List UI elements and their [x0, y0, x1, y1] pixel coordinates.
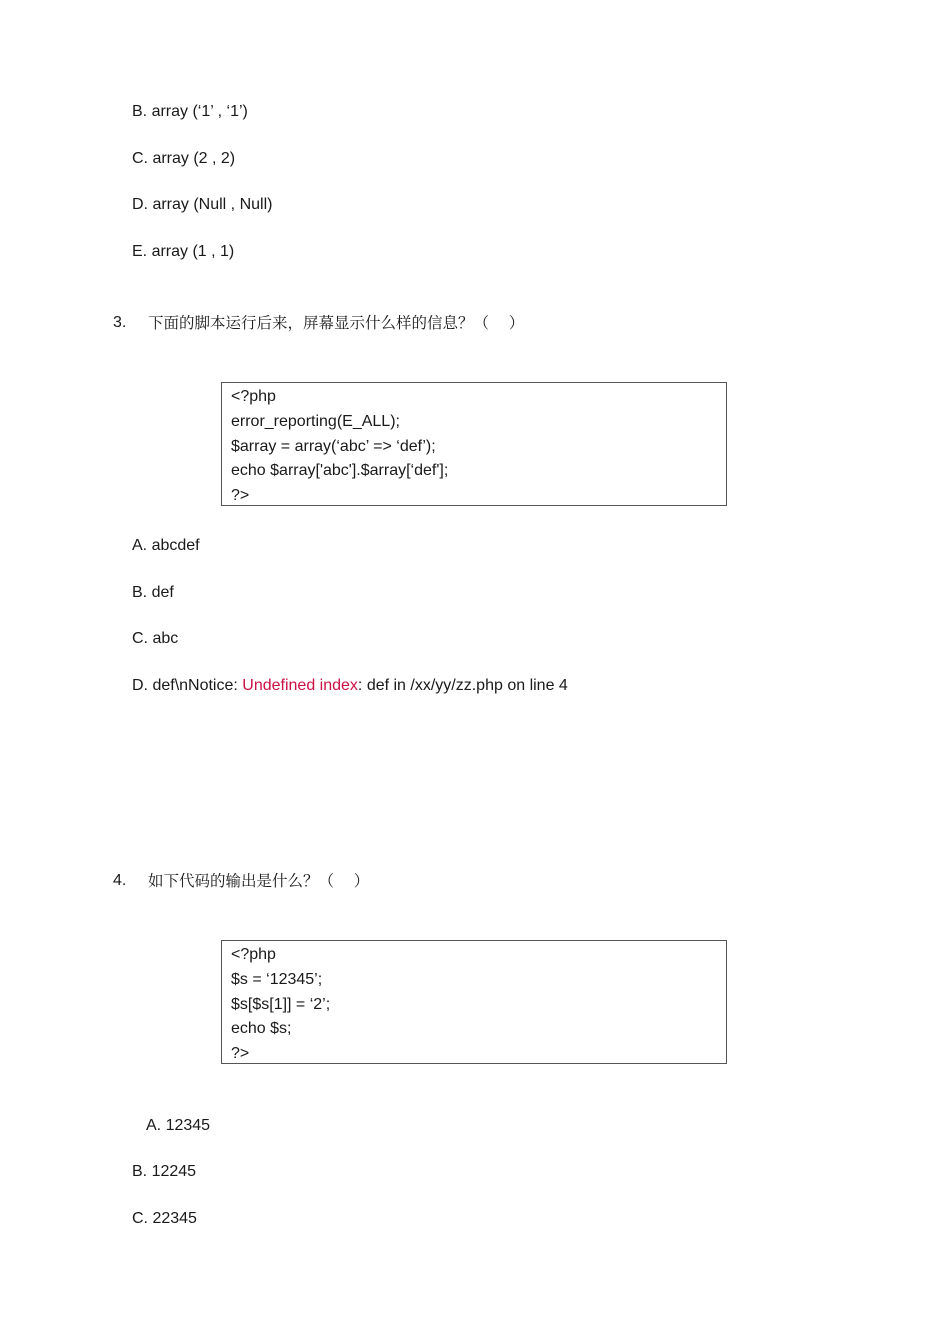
q3-question-text: 下面的脚本运行后来，屏幕显示什么样的信息？（ ）: [148, 314, 525, 332]
q4-question-text: 如下代码的输出是什么？（ ）: [148, 872, 370, 890]
q2-option-d: D. array (Null , Null): [132, 196, 273, 213]
q2-option-e: E. array (1 , 1): [132, 243, 235, 260]
q4-option-b: B. 12245: [132, 1163, 197, 1180]
q3-code-line: ?>: [231, 487, 250, 505]
q3-code-line: $array = array(‘abc’ => ‘def’);: [231, 437, 436, 455]
q3-option-a: A. abcdef: [132, 537, 200, 554]
q2-option-c: C. array (2 , 2): [132, 150, 236, 167]
q3-option-d-suffix: : def in /xx/yy/zz.php on line 4: [357, 677, 568, 694]
q3-number: 3.: [113, 314, 127, 331]
q3-option-d-error-highlight: Undefined index: [242, 677, 358, 694]
q4-code-line: $s = ‘12345’;: [231, 970, 323, 988]
q3-option-c: C. abc: [132, 630, 179, 647]
q3-code-line: <?php: [231, 388, 276, 405]
q4-option-c: C. 22345: [132, 1210, 197, 1227]
q4-code-line: <?php: [231, 946, 276, 963]
q3-option-d: [132, 676, 568, 696]
q4-code-line: echo $s;: [231, 1020, 292, 1038]
q3-option-b: B. def: [132, 584, 174, 601]
q3-option-d-prefix: D. def\nNotice:: [132, 677, 243, 694]
q4-code-line: $s[$s[1]] = ‘2’;: [231, 995, 331, 1013]
q3-code-block: [221, 382, 727, 506]
q4-number: 4.: [113, 872, 127, 889]
q2-option-b: B. array (‘1’ , ‘1’): [132, 103, 248, 120]
q4-code-block: [221, 940, 727, 1064]
q3-code-line: echo $array['abc'].$array[‘def'];: [231, 462, 449, 480]
q3-code-line: error_reporting(E_ALL);: [231, 412, 400, 430]
q4-option-a: A. 12345: [146, 1117, 211, 1134]
q4-code-line: ?>: [231, 1045, 250, 1063]
